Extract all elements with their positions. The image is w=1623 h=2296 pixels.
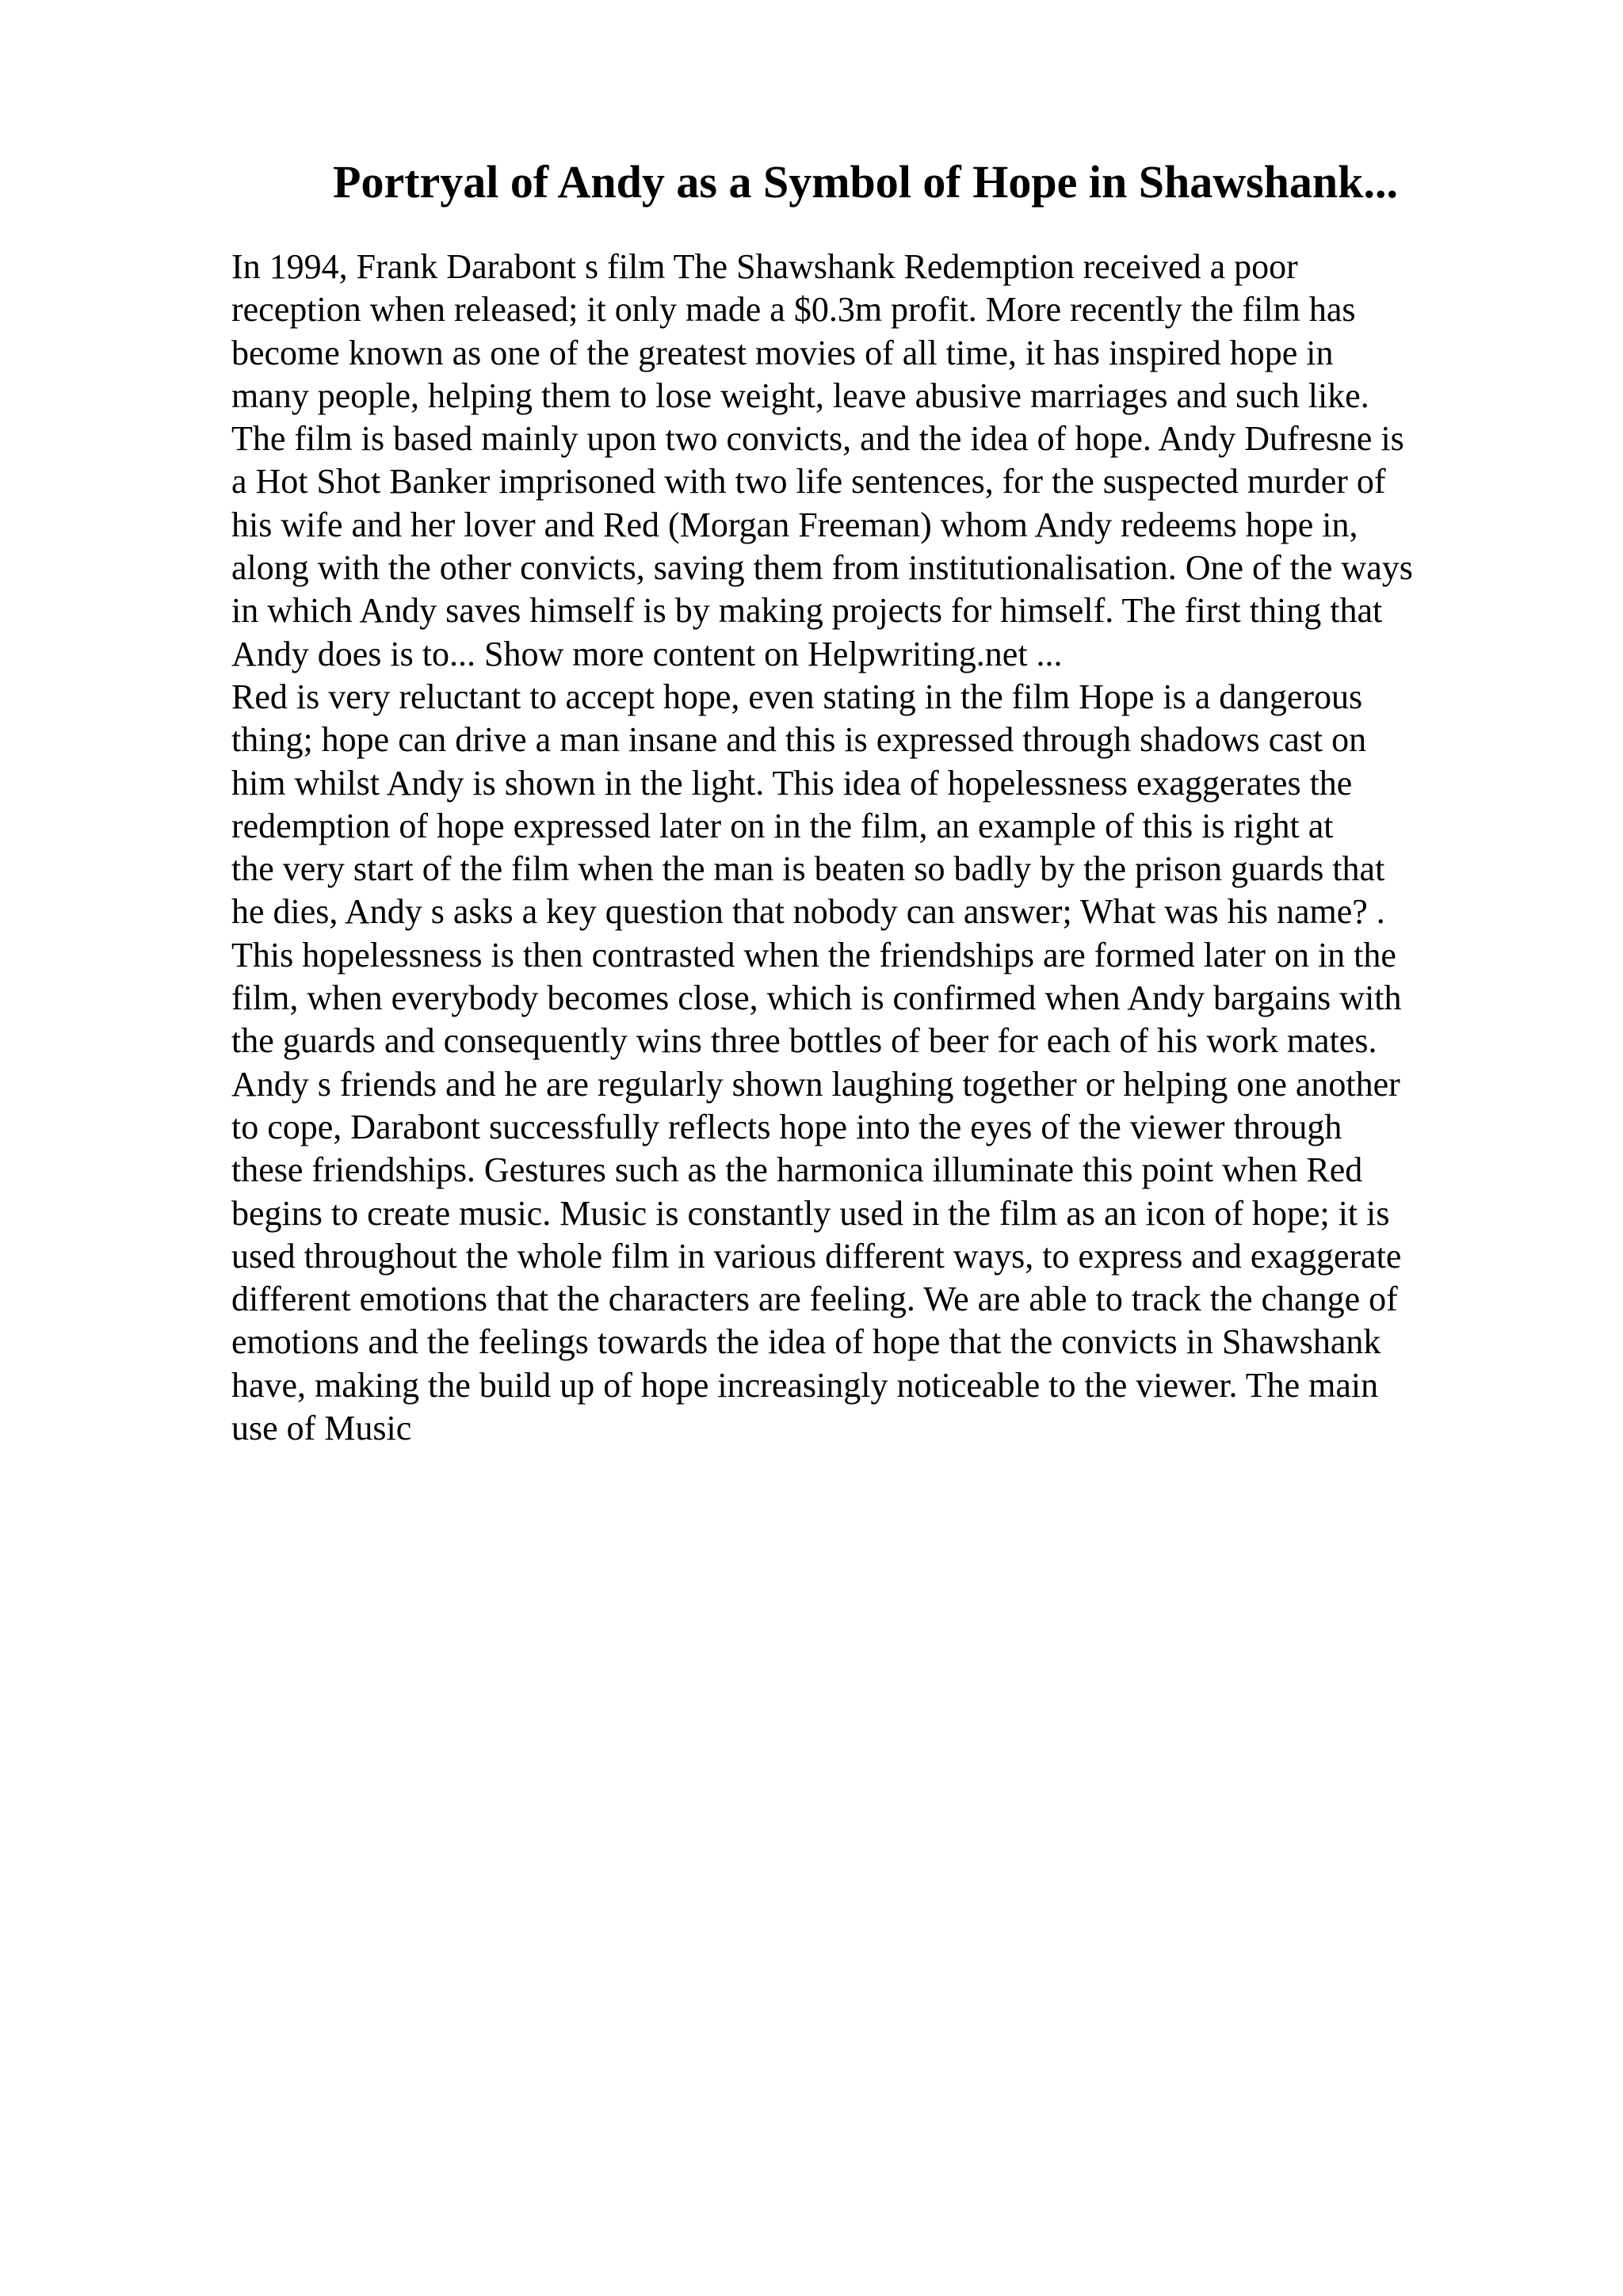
text-line: have, making the build up of hope increasingly noticeable to the viewer. The main [231, 1365, 1379, 1405]
text-line: Andy s friends and he are regularly shown laughing together or helping one another [231, 1064, 1400, 1104]
essay-body [231, 246, 1499, 1450]
text-line: reception when released; it only made a $0.3m profit. More recently the film has [231, 290, 1356, 330]
text-line: thing; hope can drive a man insane and this is expressed through shadows cast on [231, 720, 1367, 760]
text-line: the guards and consequently wins three bottles of beer for each of his work mates. [231, 1021, 1377, 1061]
text-line: along with the other convicts, saving them from institutionalisation. One of the ways [231, 548, 1413, 588]
text-line: film, when everybody becomes close, which is confirmed when Andy bargains with [231, 978, 1402, 1018]
text-line: begins to create music. Music is constantly used in the film as an icon of hope; it is [231, 1193, 1390, 1233]
text-line: Andy does is to... Show more content on Helpwriting.net ... [231, 634, 1063, 673]
text-line: Red is very reluctant to accept hope, even stating in the film Hope is a dangerous [231, 677, 1363, 716]
text-line: The film is based mainly upon two convicts, and the idea of hope. Andy Dufresne is [231, 419, 1404, 459]
text-line: he dies, Andy s asks a key question that nobody can answer; What was his name? . [231, 892, 1385, 932]
text-line: This hopelessness is then contrasted when the friendships are formed later on in the [231, 935, 1396, 974]
text-line: to cope, Darabont successfully reflects hope into the eyes of the viewer through [231, 1107, 1342, 1146]
page-title: Portryal of Andy as a Symbol of Hope in Shawshank... [333, 156, 1398, 208]
text-line: the very start of the film when the man is beaten so badly by the prison guards that [231, 849, 1385, 889]
text-line: him whilst Andy is shown in the light. This idea of hopelessness exaggerates the [231, 763, 1353, 803]
text-line: these friendships. Gestures such as the harmonica illuminate this point when Red [231, 1150, 1363, 1190]
text-line: many people, helping them to lose weight, leave abusive marriages and such like. [231, 376, 1369, 415]
text-line: emotions and the feelings towards the idea of hope that the convicts in Shawshank [231, 1322, 1381, 1362]
text-line: In 1994, Frank Darabont s film The Shawshank Redemption received a poor [231, 247, 1298, 286]
text-line: a Hot Shot Banker imprisoned with two life sentences, for the suspected murder of [231, 462, 1386, 502]
text-line: his wife and her lover and Red (Morgan Freeman) whom Andy redeems hope in, [231, 505, 1358, 544]
text-line: use of Music [231, 1409, 412, 1448]
text-line: used throughout the whole film in various different ways, to express and exaggerate [231, 1236, 1402, 1276]
text-line: different emotions that the characters are feeling. We are able to track the change of [231, 1280, 1398, 1319]
text-line: redemption of hope expressed later on in the film, an example of this is right at [231, 806, 1334, 845]
text-line: in which Andy saves himself is by making projects for himself. The first thing that [231, 591, 1383, 631]
text-line: become known as one of the greatest movies of all time, it has inspired hope in [231, 333, 1334, 372]
